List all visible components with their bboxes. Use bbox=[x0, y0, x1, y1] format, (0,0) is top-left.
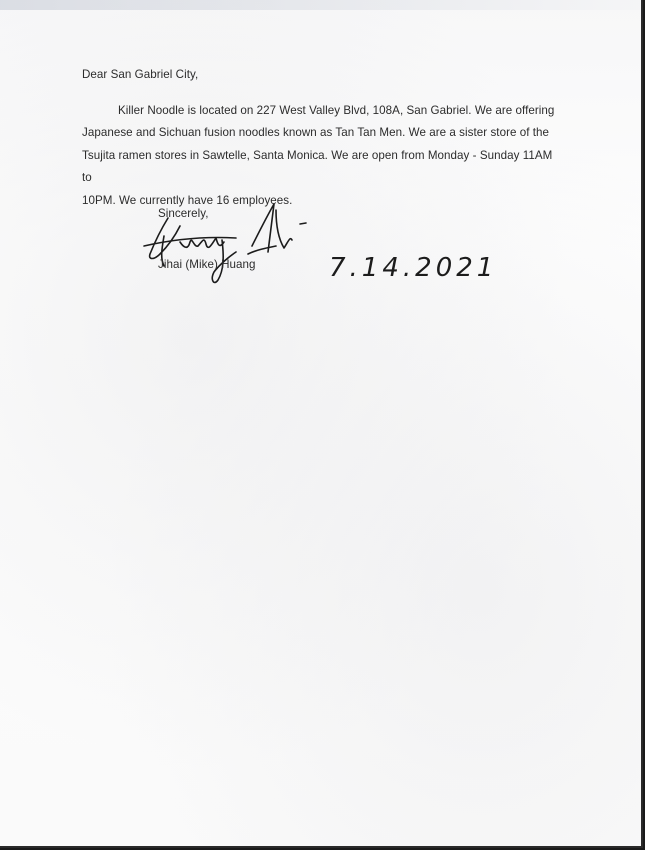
body-line-1: Killer Noodle is located on 227 West Valley Blvd, 108A, San Gabriel. We are offering bbox=[118, 104, 555, 117]
signer-name: Jihai (Mike) Huang bbox=[158, 258, 256, 271]
body-line-2: Japanese and Sichuan fusion noodles known as Tan Tan Men. We are a sister store of the bbox=[82, 126, 550, 140]
body-line-4: 10PM. We currently have 16 employees. bbox=[82, 193, 293, 207]
handwritten-signature bbox=[140, 196, 320, 286]
letter-closing: Sincerely, bbox=[158, 207, 209, 220]
scan-shadow bbox=[0, 0, 641, 10]
letter-greeting: Dear San Gabriel City, bbox=[82, 68, 199, 81]
handwritten-date bbox=[325, 242, 498, 284]
body-line-3: Tsujita ramen stores in Sawtelle, Santa Monica. We are open from Monday - Sunday 11AM to bbox=[82, 148, 553, 185]
handwritten-date-text: 7.14.2021 bbox=[329, 253, 498, 283]
